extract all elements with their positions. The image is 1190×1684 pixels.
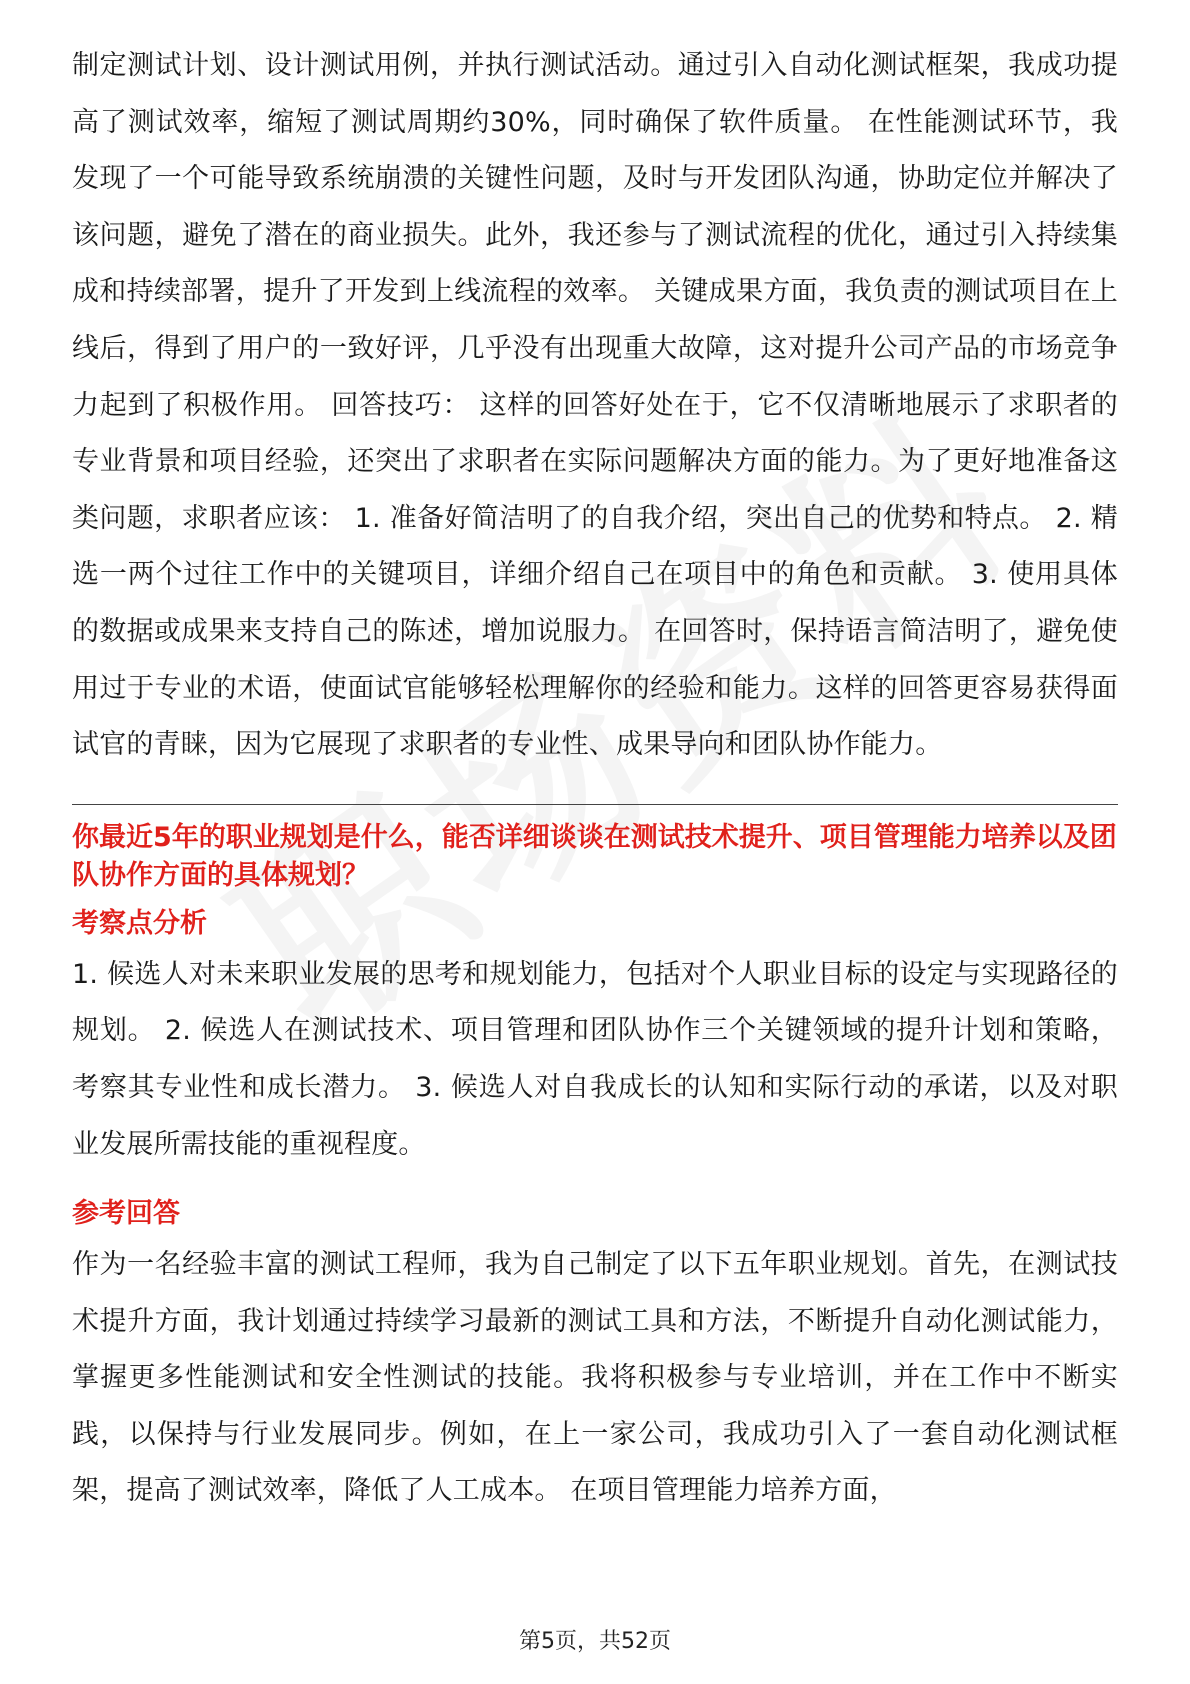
page-content (72, 38, 1118, 1520)
interview-question: 你最近5年的职业规划是什么，能否详细谈谈在测试技术提升、项目管理能力培养以及团队协作方面的具体规划？ (72, 821, 1117, 891)
reference-answer-body: 作为一名经验丰富的测试工程师，我为自己制定了以下五年职业规划。首先，在测试技术提升方面，我计划通过持续学习最新的测试工具和方法，不断提升自动化测试能力，掌握更多性能测试和安全性测试的技能。我将积极参与专业培训，并在工作中不断实践，以保持与行业发展同步。例如，在上一家公司，我成功引入了一套自动化测试框架，提高了测试效率，降低了人工成本。 在项目管理能力培养方面， (72, 1249, 1118, 1507)
section-divider (72, 804, 1118, 805)
analysis-body: 1. 候选人对未来职业发展的思考和规划能力，包括对个人职业目标的设定与实现路径的规划。 2. 候选人在测试技术、项目管理和团队协作三个关键领域的提升计划和策略，考察其专业性和成长潜力。 3. 候选人对自我成长的认知和实际行动的承诺，以及对职业发展所需技能的重视程度。 (72, 958, 1118, 1160)
intro-paragraph: 制定测试计划、设计测试用例，并执行测试活动。通过引入自动化测试框架，我成功提高了测试效率，缩短了测试周期约30%，同时确保了软件质量。 在性能测试环节，我发现了一个可能导致系统崩溃的关键性问题，及时与开发团队沟通，协助定位并解决了该问题，避免了潜在的商业损失。此外，我还参与了测试流程的优化，通过引入持续集成和持续部署，提升了开发到上线流程的效率。 关键成果方面，我负责的测试项目在上线后，得到了用户的一致好评，几乎没有出现重大故障，这对提升公司产品的市场竞争力起到了积极作用。 回答技巧： 这样的回答好处在于，它不仅清晰地展示了求职者的专业背景和项目经验，还突出了求职者在实际问题解决方面的能力。为了更好地准备这类问题，求职者应该： 1. 准备好简洁明了的自我介绍，突出自己的优势和特点。 2. 精选一两个过往工作中的关键项目，详细介绍自己在项目中的角色和贡献。 3. 使用具体的数据或成果来支持自己的陈述，增加说服力。 在回答时，保持语言简洁明了，避免使用过于专业的术语，使面试官能够轻松理解你的经验和能力。这样的回答更容易获得面试官的青睐，因为它展现了求职者的专业性、成果导向和团队协作能力。 (72, 50, 1118, 761)
reference-answer-heading: 参考回答 (72, 1198, 180, 1230)
page-number-footer: 第5页，共52页 (519, 1629, 671, 1654)
analysis-heading: 考察点分析 (72, 907, 207, 939)
